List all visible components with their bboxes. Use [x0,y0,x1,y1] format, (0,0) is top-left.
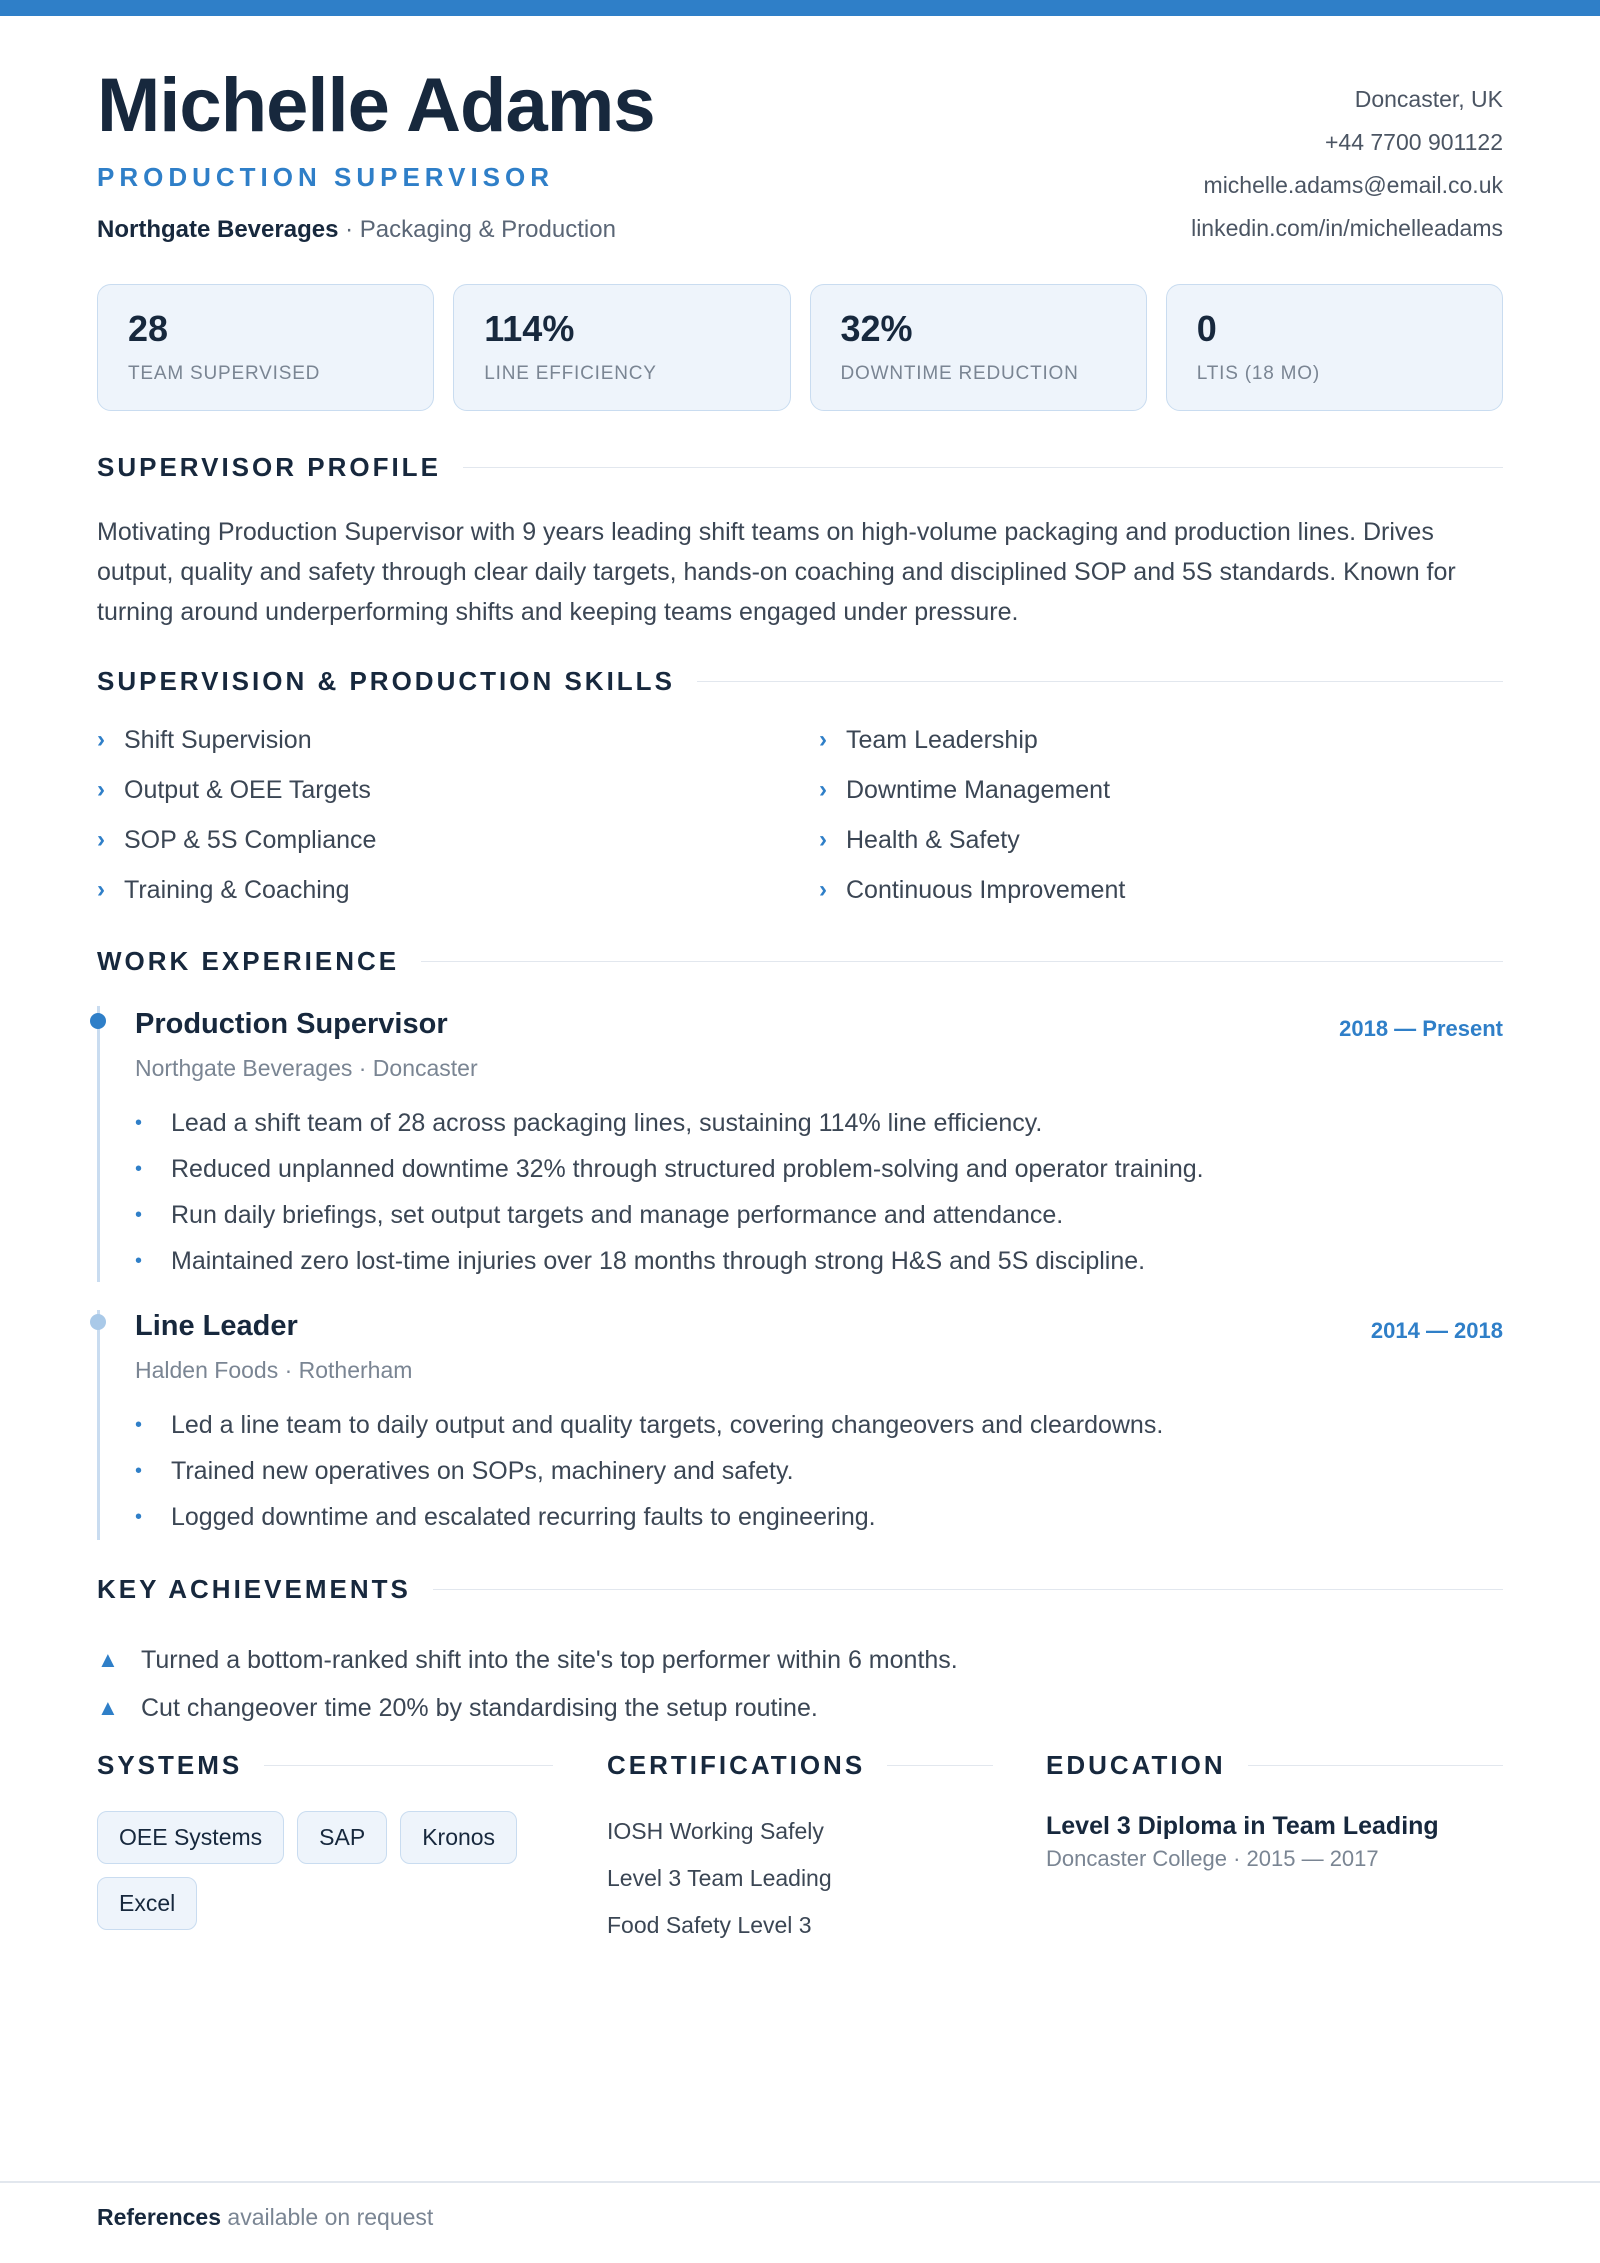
education-school: Doncaster College · 2015 — 2017 [1046,1846,1379,1871]
section-heading: EDUCATION [1046,1750,1226,1780]
bullet-text: Run daily briefings, set output targets and manage performance and attendance. [171,1201,1064,1229]
stat-value: 114% [484,308,575,349]
job-bullet [135,1146,1503,1192]
job-bullet [135,1238,1503,1284]
education-entry [1046,1808,1503,1872]
skill-item [97,824,819,856]
chevron-right-icon: › [97,776,105,803]
footer-divider [0,2181,1600,2183]
triangle-up-icon: ▲ [97,1647,119,1672]
job-title: Production Supervisor [135,1008,448,1040]
section-divider [264,1765,553,1767]
section-divider [433,1589,1503,1591]
bullet-dot-icon: • [135,1506,143,1528]
timeline-line [97,1006,100,1282]
contact-email[interactable]: michelle.adams@email.co.uk [1203,172,1503,198]
stat-card [1166,284,1503,411]
skill-item [97,724,819,756]
employer-department: · Packaging & Production [338,216,616,243]
stat-card [453,284,790,411]
skill-label: Output & OEE Targets [124,775,371,804]
section-divider [887,1765,993,1767]
achievement-item [97,1636,1503,1684]
skill-item [819,774,1503,806]
bullet-text: Lead a shift team of 28 across packaging lines, sustaining 114% line efficiency. [171,1109,1043,1137]
section-title-profile [97,452,1503,483]
skills-grid [97,724,1503,906]
system-chip: Excel [97,1877,197,1930]
stat-value: 32% [840,308,913,349]
contact-phone: +44 7700 901122 [1324,129,1503,155]
certification-item: Level 3 Team Leading [607,1865,832,1891]
chevron-right-icon: › [819,776,827,803]
references-note [97,2204,433,2231]
skill-label: SOP & 5S Compliance [124,825,377,854]
stat-label: TEAM SUPERVISED [128,363,321,384]
skill-item [819,874,1503,906]
stat-card [810,284,1147,411]
job-bullets [135,1402,1503,1540]
job-bullet [135,1448,1503,1494]
job-company: Northgate Beverages · Doncaster [135,1055,478,1081]
section-divider [463,467,1503,469]
contact-block [1191,78,1503,250]
job-bullet [135,1192,1503,1238]
skill-item [819,824,1503,856]
top-accent-bar [0,0,1600,16]
profile-summary: Motivating Production Supervisor with 9 years leading shift teams on high-volume packaging and production lines. Drives output, quality and safety through clear daily targets, hands-on coaching and disciplined SOP and 5S standards. Known for turning around underperforming shifts and keeping teams engaged under pressure. [97,518,1456,626]
section-title-certifications [607,1750,993,1781]
bullet-dot-icon: • [135,1204,143,1226]
certifications-list [607,1808,987,1949]
bullet-text: Trained new operatives on SOPs, machinery and safety. [171,1457,794,1485]
section-title-achievements [97,1574,1503,1605]
contact-linkedin[interactable]: linkedin.com/in/michelleadams [1191,215,1503,241]
stat-label: LINE EFFICIENCY [484,363,657,384]
chevron-right-icon: › [819,726,827,753]
skill-label: Shift Supervision [124,725,312,754]
skill-item [97,774,819,806]
section-heading: KEY ACHIEVEMENTS [97,1574,411,1604]
bullet-dot-icon: • [135,1250,143,1272]
skill-item [819,724,1503,756]
chevron-right-icon: › [97,726,105,753]
contact-location: Doncaster, UK [1354,86,1503,112]
section-heading: CERTIFICATIONS [607,1750,866,1780]
chevron-right-icon: › [819,876,827,903]
skill-label: Team Leadership [846,725,1038,754]
achievement-text: Turned a bottom-ranked shift into the site's top performer within 6 months. [141,1646,958,1674]
system-chip: SAP [297,1811,387,1864]
skill-label: Continuous Improvement [846,875,1126,904]
certification-item: Food Safety Level 3 [607,1912,812,1938]
chevron-right-icon: › [97,826,105,853]
section-divider [1248,1765,1503,1767]
chevron-right-icon: › [819,826,827,853]
section-heading: SYSTEMS [97,1750,243,1780]
candidate-name: Michelle Adams [97,63,655,148]
bullet-dot-icon: • [135,1414,143,1436]
job-dates: 2014 — 2018 [1370,1318,1503,1343]
stat-value: 0 [1196,308,1217,349]
section-heading: SUPERVISOR PROFILE [97,452,441,482]
section-heading: SUPERVISION & PRODUCTION SKILLS [97,666,675,696]
triangle-up-icon: ▲ [97,1695,119,1720]
job-bullets [135,1100,1503,1284]
bullet-text: Maintained zero lost-time injuries over 18 months through strong H&S and 5S discipline. [171,1247,1146,1275]
system-chip: Kronos [400,1811,517,1864]
achievement-item [97,1684,1503,1732]
section-title-experience [97,946,1503,977]
timeline-dot-past [90,1314,106,1330]
job-bullet [135,1402,1503,1448]
stat-value: 28 [128,308,169,349]
systems-chips [97,1811,557,1930]
section-heading: WORK EXPERIENCE [97,946,400,976]
current-employer [97,216,616,244]
skill-label: Health & Safety [846,825,1020,854]
resume-header [97,64,1503,254]
job-bullet [135,1100,1503,1146]
job-entry [135,1008,1503,1284]
skill-item [97,874,819,906]
bullet-text: Logged downtime and escalated recurring faults to engineering. [171,1503,876,1531]
bullet-text: Reduced unplanned downtime 32% through structured problem-solving and operator training. [171,1155,1204,1183]
skill-label: Training & Coaching [124,875,350,904]
bullet-dot-icon: • [135,1158,143,1180]
job-title: Line Leader [135,1310,298,1342]
stat-card [97,284,434,411]
section-title-education [1046,1750,1503,1781]
education-degree: Level 3 Diploma in Team Leading [1046,1812,1439,1840]
bullet-text: Led a line team to daily output and quality targets, covering changeovers and cleardowns. [171,1411,1164,1439]
job-company: Halden Foods · Rotherham [135,1357,413,1383]
job-entry [135,1310,1503,1540]
job-bullet [135,1494,1503,1540]
certification-item: IOSH Working Safely [607,1818,824,1844]
achievement-text: Cut changeover time 20% by standardising the setup routine. [141,1694,818,1722]
timeline-line [97,1310,100,1540]
references-text: available on request [221,2204,434,2230]
section-title-systems [97,1750,553,1781]
chevron-right-icon: › [97,876,105,903]
skill-label: Downtime Management [846,775,1111,804]
section-divider [421,961,1503,963]
system-chip: OEE Systems [97,1811,284,1864]
achievements-list [97,1636,1503,1732]
timeline-dot-current [90,1013,106,1029]
stats-row [97,284,1503,411]
stat-label: LTIS (18 MO) [1196,363,1321,384]
candidate-role: PRODUCTION SUPERVISOR [97,162,555,192]
employer-name: Northgate Beverages [97,216,339,243]
bullet-dot-icon: • [135,1460,143,1482]
stat-label: DOWNTIME REDUCTION [840,363,1079,384]
section-title-skills [97,666,1503,697]
job-dates: 2018 — Present [1339,1016,1503,1041]
references-label: References [97,2204,222,2230]
section-divider [697,681,1503,683]
bullet-dot-icon: • [135,1112,143,1134]
